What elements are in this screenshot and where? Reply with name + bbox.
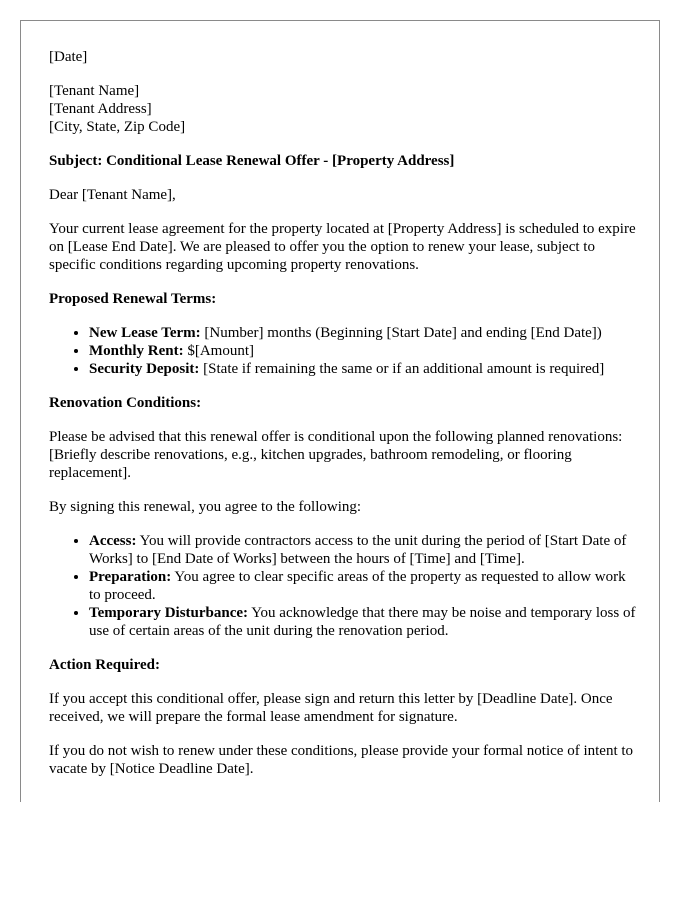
condition-text: You acknowledge that there may be noise and temporary loss of use of certain areas of the unit during the renovation period. [89, 605, 636, 639]
condition-item-temporary-disturbance [89, 604, 639, 640]
condition-item-access [89, 532, 639, 568]
terms-heading: Proposed Renewal Terms: [49, 291, 217, 307]
condition-text: You agree to clear specific areas of the property as requested to allow work to proceed. [89, 569, 626, 603]
term-text: [State if remaining the same or if an additional amount is required] [199, 361, 605, 377]
condition-label: Temporary Disturbance: [89, 605, 249, 621]
recipient-city-state-zip: [City, State, Zip Code] [49, 119, 186, 135]
term-label: Security Deposit: [89, 361, 200, 377]
terms-list [49, 324, 639, 378]
condition-text: You will provide contractors access to the unit during the period of [Start Date of Works] to [End Date of Works] between the hours of [Time] and [Time]. [89, 533, 627, 567]
letter-date: [Date] [49, 49, 88, 65]
term-item-monthly-rent [89, 342, 639, 360]
condition-label: Access: [89, 533, 137, 549]
conditions-list [49, 532, 639, 640]
term-label: Monthly Rent: [89, 343, 184, 359]
term-text: $[Amount] [183, 343, 254, 359]
condition-item-preparation [89, 568, 639, 604]
condition-label: Preparation: [89, 569, 172, 585]
term-label: New Lease Term: [89, 325, 201, 341]
letter-subject: Subject: Conditional Lease Renewal Offer - [Property Address] [49, 153, 455, 169]
term-text: [Number] months (Beginning [Start Date] and ending [End Date]) [200, 325, 602, 341]
salutation: Dear [Tenant Name], [49, 187, 176, 203]
letter-page [20, 20, 660, 802]
renovation-paragraph: Please be advised that this renewal offer is conditional upon the following planned renovations: [Briefly describe renovations, e.g., kitchen upgrades, bathroom remodeling, or flooring replacement]. [49, 429, 623, 481]
agree-paragraph: By signing this renewal, you agree to the following: [49, 499, 362, 515]
term-item-security-deposit [89, 360, 639, 378]
decline-paragraph: If you do not wish to renew under these conditions, please provide your formal notice of intent to vacate by [Notice Deadline Date]. [49, 743, 634, 777]
action-paragraph: If you accept this conditional offer, please sign and return this letter by [Deadline Date]. Once received, we will prepare the formal lease amendment for signature. [49, 691, 613, 725]
letter-content [49, 48, 639, 794]
recipient-block [49, 82, 639, 136]
recipient-name: [Tenant Name] [49, 83, 140, 99]
renovation-heading: Renovation Conditions: [49, 395, 202, 411]
term-item-lease-term [89, 324, 639, 342]
action-heading: Action Required: [49, 657, 160, 673]
intro-paragraph: Your current lease agreement for the property located at [Property Address] is scheduled to expire on [Lease End Date]. We are pleased to offer you the option to renew your lease, subject to specific conditions regarding upcoming property renovations. [49, 221, 636, 273]
recipient-address: [Tenant Address] [49, 101, 152, 117]
